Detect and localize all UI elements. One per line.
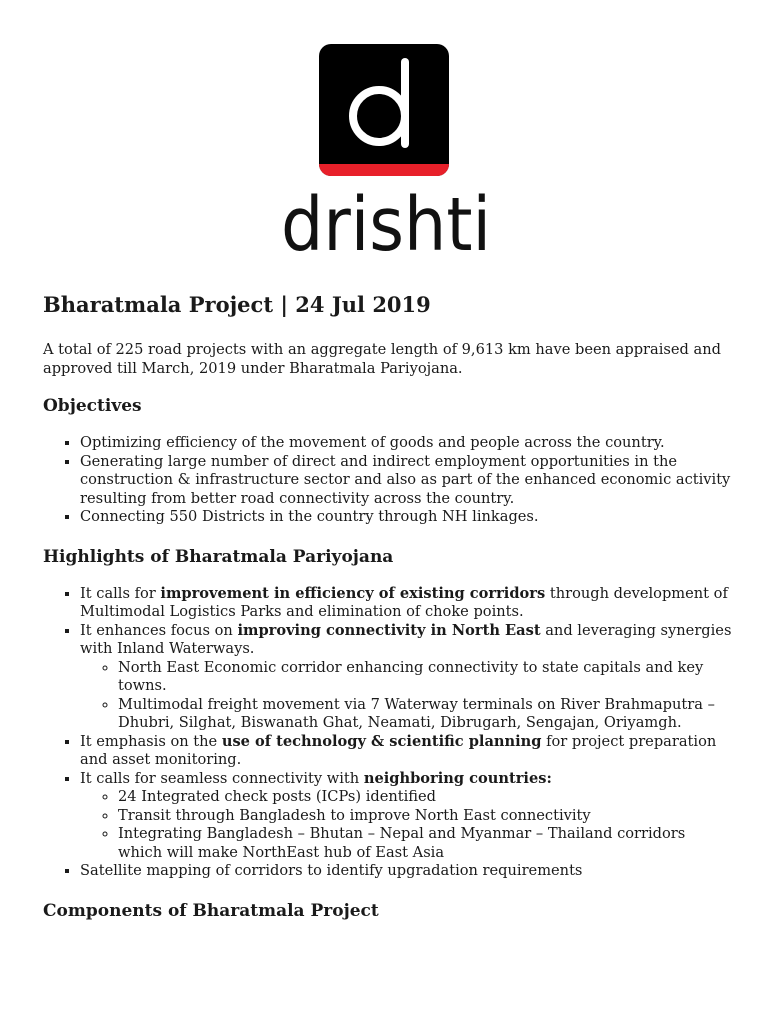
logo-icon xyxy=(319,44,449,176)
bold-text: use of technology & scientific planning xyxy=(221,732,542,750)
sub-list xyxy=(80,788,733,862)
logo-red-band xyxy=(319,164,449,176)
text: It emphasis on the xyxy=(80,732,222,750)
d-glyph-icon xyxy=(319,44,449,176)
drishti-wordmark xyxy=(276,180,496,260)
bold-text: improving connectivity in North East xyxy=(237,621,541,639)
list-item: ▪ Connecting 550 Districts in the country through NH linkages. xyxy=(80,508,733,527)
list-item xyxy=(80,770,733,863)
article xyxy=(43,290,733,939)
sub-list-item: ◦ Integrating Bangladesh – Bhutan – Nepal and Myanmar – Thailand corridors which will make NorthEast hub of East Asia xyxy=(118,825,733,862)
objectives-list xyxy=(43,434,733,527)
sub-list-item: ◦ Multimodal freight movement via 7 Waterway terminals on River Brahmaputra – Dhubri, Silghat, Biswanath Ghat, Neamati, Dibrugarh, Sengajan, Oriyamgh. xyxy=(118,696,733,733)
text: through development of Multimodal Logistics Parks and elimination of choke points. xyxy=(80,584,728,620)
text: It calls for seamless connectivity with xyxy=(80,769,364,787)
list-item xyxy=(80,585,733,622)
highlights-heading: Highlights of Bharatmala Pariyojana xyxy=(43,546,394,567)
text: for project preparation and asset monitoring. xyxy=(80,732,717,768)
text: It enhances focus on xyxy=(80,621,238,639)
components-heading: Components of Bharatmala Project xyxy=(43,900,379,921)
bold-text: improvement in efficiency of existing corridors xyxy=(160,584,546,602)
wordmark-text: drishti xyxy=(281,182,491,260)
objectives-heading: Objectives xyxy=(43,396,142,416)
sub-list-item: ◦ North East Economic corridor enhancing connectivity to state capitals and key towns. xyxy=(118,659,733,696)
highlights-list xyxy=(43,585,733,881)
sub-list xyxy=(80,659,733,733)
intro-paragraph: A total of 225 road projects with an aggregate length of 9,613 km have been appraised and approved till March, 2019 under Bharatmala Pariyojana. xyxy=(43,341,721,377)
sub-list-item: ◦ Transit through Bangladesh to improve North East connectivity xyxy=(118,807,733,826)
list-item: ▪ Satellite mapping of corridors to identify upgradation requirements xyxy=(80,862,733,881)
page-title: Bharatmala Project | 24 Jul 2019 xyxy=(43,292,431,317)
bold-text: neighboring countries: xyxy=(363,769,552,787)
drishti-logo xyxy=(0,0,768,270)
list-item: ▪ Generating large number of direct and indirect employment opportunities in the construction & infrastructure sector and also as part of the enhanced economic activity resulting from better road connectivity across the country. xyxy=(80,453,733,509)
sub-list-item: ◦ 24 Integrated check posts (ICPs) identified xyxy=(118,788,733,807)
list-item xyxy=(80,733,733,770)
text: It calls for xyxy=(80,584,161,602)
list-item: ▪ Optimizing efficiency of the movement of goods and people across the country. xyxy=(80,434,733,453)
list-item xyxy=(80,622,733,733)
text: and leveraging synergies with Inland Waterways. xyxy=(80,621,732,657)
